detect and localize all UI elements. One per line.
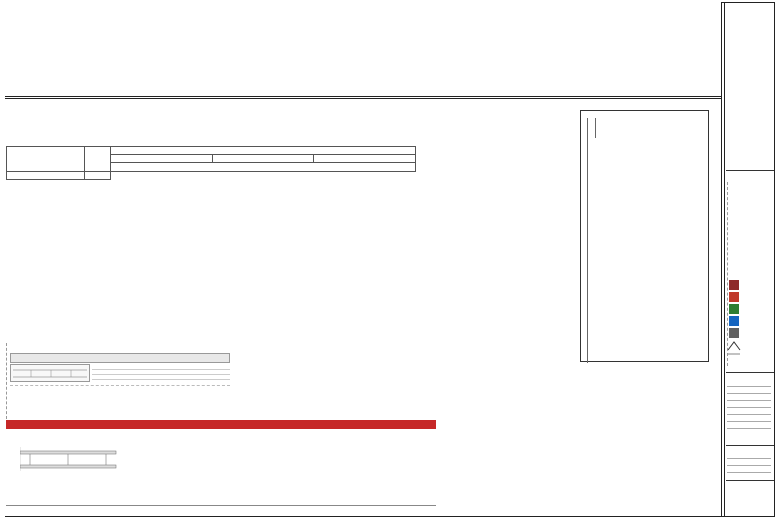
sheet-top-border: [5, 96, 721, 97]
title-block-rule: [726, 445, 774, 446]
snow-load-70: [314, 155, 416, 163]
small-wall-svg: [11, 365, 91, 383]
applies-column: [581, 118, 588, 363]
span-nd-row: [7, 171, 416, 179]
title-block-divider: [721, 2, 722, 516]
small-table-rows: [92, 365, 230, 383]
fire-detail-main: [6, 431, 436, 506]
sheet-top-border-inner: [5, 98, 721, 99]
snow-load-50: [212, 155, 314, 163]
firm-logo: [726, 280, 742, 370]
title-block-rule: [726, 480, 774, 481]
no-column: [589, 118, 596, 138]
building-codes-box: [580, 110, 709, 362]
col-size-header: [85, 147, 111, 172]
sheet-right-border: [774, 2, 775, 516]
span-table: [6, 146, 416, 180]
issue-block: [727, 452, 771, 476]
fire-heading-bar: [6, 420, 436, 429]
title-block-rule: [726, 170, 774, 171]
snow-load-30: [111, 155, 213, 163]
blank-cell: [7, 171, 85, 179]
title-block-rule: [726, 372, 774, 373]
fire-detail-small: [6, 343, 232, 419]
sheet-bottom-border: [5, 516, 775, 517]
title-block-top: [721, 2, 775, 3]
small-table-header: [10, 353, 230, 363]
revision-block: [727, 380, 771, 440]
small-wall-drawing: [10, 364, 90, 382]
ground-snow-header: [111, 147, 416, 155]
col-girders-header: [7, 147, 85, 172]
wall-section-drawing: [20, 439, 118, 479]
building-width-header: [111, 163, 416, 171]
title-block-divider-inner: [724, 2, 725, 516]
blank-cell: [85, 171, 111, 179]
